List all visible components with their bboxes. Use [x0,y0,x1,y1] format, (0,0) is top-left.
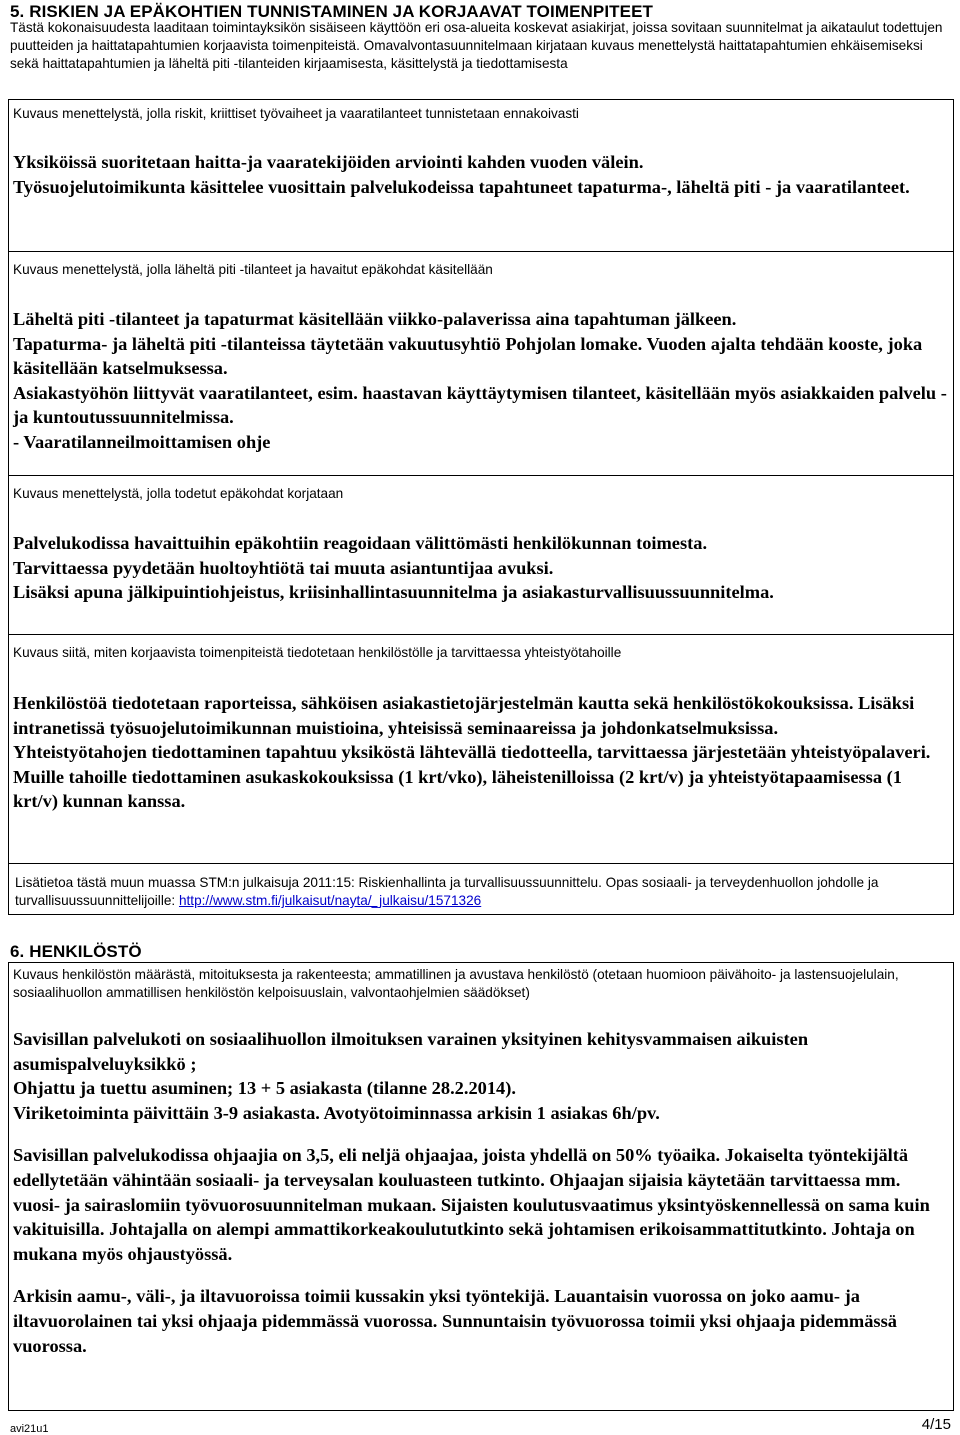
box-question: Kuvaus henkilöstön määrästä, mitoituksesta ja rakenteesta; ammatillinen ja avustava henkilöstö (otetaan huomioon päivähoito- ja lastensuojelulain, sosiaalihuollon ammatillisen henkilöstön kelpoisuuslain, valvontaohjelmien säädökset) [13,967,899,1000]
box-question: Kuvaus menettelystä, jolla riskit, kriittiset työvaiheet ja vaaratilanteet tunnistetaan ennakoivasti [13,106,579,121]
footer-page-number: 4/15 [921,1416,951,1433]
near-miss-handling-box [8,251,954,476]
staff-line: Viriketoiminta päivittäin 3-9 asiakasta. Avotyötoiminnassa arkisin 1 asiakas 6h/pv. [13,1102,660,1123]
box-answer [9,279,953,455]
further-info-box [8,863,954,915]
box-question: Kuvaus menettelystä, jolla todetut epäkohdat korjataan [13,486,344,501]
further-info-label: Lisätietoa tästä muun muassa STM:n julkaisuja 2011:15: Riskienhallinta ja turvallisuussuunnittelu. Opas sosiaali- ja terveydenhuollon johdolle ja turvallisuussuunnittelijoille: [15,875,879,908]
answer-line: Tapaturma- ja läheltä piti -tilanteissa täytetään vakuutusyhtiö Pohjolan lomake. Vuoden ajalta tehdään kooste, joka käsitellään katselmuksessa. [13,333,923,379]
staff-box [8,962,954,1411]
answer-line: Asiakastyöhön liittyvät vaaratilanteet, esim. haastavan käyttäytymisen tilanteet, käsitellään myös asiakkaiden palvelu -ja kuntoutussuunnitelmissa. [13,382,947,428]
intro-text-b: Omavalvontasuunnitelmaan kirjataan kuvaus menettelystä haittatapahtumien ehkäisemiseksi sekä haittatapahtumien ja läheltä piti -tilanteiden kirjaamisesta, käsittelystä ja tiedottamisesta [10,38,923,71]
answer-line: Lisäksi apuna jälkipuintiohjeistus, kriisinhallintasuunnitelma ja asiakasturvallisuussuunnitelma. [13,582,774,603]
further-info-text [9,864,953,910]
risk-identification-box [8,99,954,252]
box-question: Kuvaus menettelystä, jolla läheltä piti -tilanteet ja havaitut epäkohdat käsitellään [13,262,493,277]
box-answer [9,1002,953,1358]
box-answer [9,123,953,199]
staff-paragraph: Savisillan palvelukodissa ohjaajia on 3,5, eli neljä ohjaajaa, joista yhdellä on 50% työaika. Jokaiselta työntekijältä edellytetään vähintään sosiaali- ja terveysalan kouluasteen tutkinto. Ohjaajan sijaisia käytetään tarvittaessa mm. vuosi- ja sairaslomiin työvuorosuunnitelman mukaan. Sijaisten koulutusvaatimus yksintyöskennellessä on sama kuin vakituisilla. Johtajalla on alempi ammattikorkeakoulututkinto sekä johtamisen erikoisammattitutkinto. Johtaja on mukana myös ohjaustyössä. [13,1145,930,1264]
corrective-actions-box [8,475,954,635]
answer-paragraph: Yhteistyötahojen tiedottaminen tapahtuu yksiköstä lähtevällä tiedotteella, tarvittaessa järjestetään yhteistyöpalaveri. Muille tahoille tiedottaminen asukaskokouksissa (1 krt/vko), läheistenilloissa (2 krt/v) ja yhteistyötapaamisessa (1 krt/v) kunnan kanssa. [13,742,931,812]
footer-form-code: avi21u1 [10,1423,49,1435]
staff-paragraph: Arkisin aamu-, väli-, ja iltavuoroissa toimii kussakin yksi työntekijä. Lauantaisin vuorossa on joko aamu- ja iltavuorolainen tai yksi ohjaaja pidemmässä vuorossa. Sunnuntaisin työvuorossa toimii yksi ohjaaja pidemmässä vuorossa. [13,1286,897,1356]
intro-text-a: Tästä kokonaisuudesta laaditaan toimintayksikön sisäiseen käyttöön eri osa-alueita koskevat asiakirjat, joissa sovitaan suunnitelmat ja aikataulut todettujen puutteiden ja haittatapahtumien korjaavista toimenpiteistä. [10,20,943,53]
staff-line: Ohjattu ja tuettu asuminen; 13 + 5 asiakasta (tilanne 28.2.2014). [13,1078,516,1099]
box-answer [9,503,953,605]
answer-line: Yksiköissä suoritetaan haitta-ja vaaratekijöiden arviointi kahden vuoden välein. [13,152,644,172]
answer-line: Palvelukodissa havaittuihin epäkohtiin reagoidaan välittömästi henkilökunnan toimesta. [13,533,708,553]
communication-box [8,634,954,864]
answer-line: - Vaaratilanneilmoittamisen ohje [13,431,271,452]
answer-line: Läheltä piti -tilanteet ja tapaturmat käsitellään viikko-palaverissa aina tapahtuman jälkeen. [13,309,737,329]
answer-line: Tarvittaessa pyydetään huoltoyhtiötä tai muuta asiantuntijaa avuksi. [13,557,554,578]
stm-publication-link[interactable]: http://www.stm.fi/julkaisut/nayta/_julkaisu/1571326 [178,893,482,908]
section-6-heading: 6. HENKILÖSTÖ [10,942,142,961]
staff-line: Savisillan palvelukoti on sosiaalihuollon ilmoituksen varainen yksityinen kehitysvammaisen aikuisten asumispalveluyksikkö ; [13,1029,809,1074]
box-answer [9,662,953,814]
box-question: Kuvaus siitä, miten korjaavista toimenpiteistä tiedotetaan henkilöstölle ja tarvittaessa yhteistyötahoille [13,645,622,660]
answer-line: Työsuojelutoimikunta käsittelee vuosittain palvelukodeissa tapahtuneet tapaturma-, läheltä piti - ja vaaratilanteet. [13,176,910,197]
section-5-heading: 5. RISKIEN JA EPÄKOHTIEN TUNNISTAMINEN JA KORJAAVAT TOIMENPITEET [10,2,654,21]
answer-paragraph: Henkilöstöä tiedotetaan raporteissa, sähköisen asiakastietojärjestelmän kautta sekä henkilöstökokouksissa. Lisäksi intranetissä työsuojelutoimikunnan muistioina, yhteisissä seminaareissa ja johdonkatselmuksissa. [13,693,915,738]
section-5-intro [10,19,954,73]
